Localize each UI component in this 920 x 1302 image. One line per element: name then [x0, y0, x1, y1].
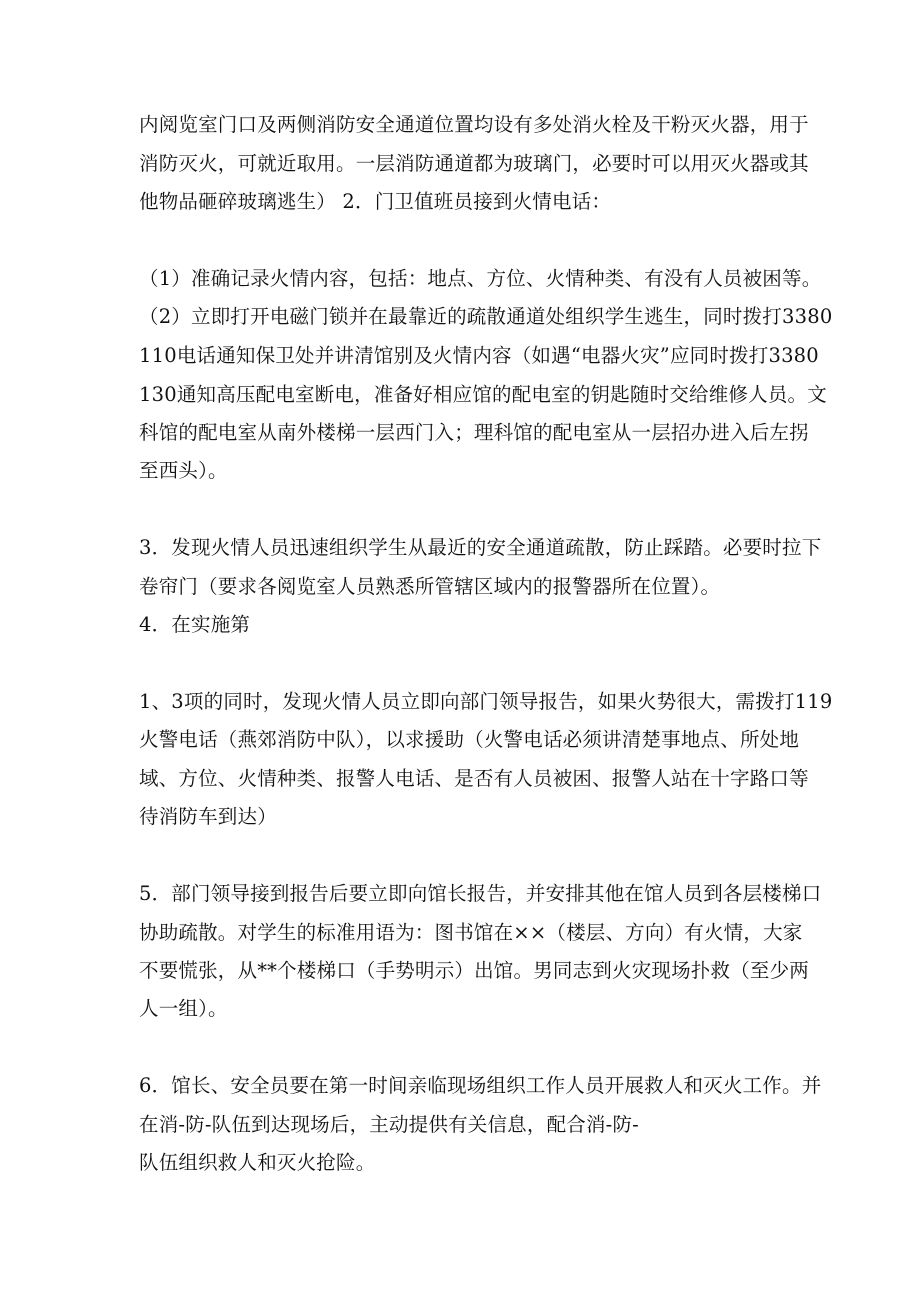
text-line: 1、3项的同时，发现火情人员立即向部门领导报告，如果火势很大，需拨打119	[139, 690, 833, 713]
text-line: 内阅览室门口及两侧消防安全通道位置均设有多处消火栓及干粉灭火器，用于	[139, 113, 809, 136]
text-line: 他物品砸碎玻璃逃生） 2．门卫值班员接到火情电话：	[139, 190, 612, 213]
text-line: 在消-防-队伍到达现场后，主动提供有关信息，配合消-防-	[139, 1113, 639, 1136]
text-line: 待消防车到达）	[139, 805, 277, 828]
text-line: 3．发现火情人员迅速组织学生从最近的安全通道疏散，防止踩踏。必要时拉下	[139, 536, 822, 559]
text-line: 不要慌张，从**个楼梯口（手势明示）出馆。男同志到火灾现场扑救（至少两	[139, 959, 810, 982]
text-line: 队伍组织救人和灭火抢险。	[139, 1151, 376, 1174]
text-line: （2）立即打开电磁门锁并在最靠近的疏散通道处组织学生逃生，同时拨打3380	[139, 305, 833, 328]
text-line: 协助疏散。对学生的标准用语为：图书馆在××（楼层、方向）有火情，大家	[139, 921, 803, 944]
text-line: （1）准确记录火情内容，包括：地点、方位、火情种类、有没有人员被困等。	[139, 267, 822, 290]
text-line: 6．馆长、安全员要在第一时间亲临现场组织工作人员开展救人和灭火工作。并	[139, 1074, 822, 1097]
text-line: 域、方位、火情种类、报警人电话、是否有人员被困、报警人站在十字路口等	[139, 767, 809, 790]
text-line: 5．部门领导接到报告后要立即向馆长报告，并安排其他在馆人员到各层楼梯口	[139, 882, 822, 905]
text-line: 至西头）。	[139, 459, 228, 482]
text-line: 130通知高压配电室断电，准备好相应馆的配电室的钥匙随时交给维修人员。文	[139, 383, 827, 406]
text-line: 消防灭火，可就近取用。一层消防通道都为玻璃门，必要时可以用灭火器或其	[139, 152, 809, 175]
text-line: 人一组）。	[139, 997, 228, 1020]
text-line: 卷帘门（要求各阅览室人员熟悉所管辖区域内的报警器所在位置）。	[139, 575, 721, 598]
text-line: 4．在实施第	[139, 613, 251, 636]
text-line: 110电话通知保卫处并讲清馆别及火情内容（如遇“电器火灾”应同时拨打3380	[139, 344, 819, 367]
text-line: 火警电话（燕郊消防中队），以求援助（火警电话必须讲清楚事地点、所处地	[139, 728, 800, 751]
text-line: 科馆的配电室从南外楼梯一层西门入；理科馆的配电室从一层招办进入后左拐	[139, 421, 809, 444]
